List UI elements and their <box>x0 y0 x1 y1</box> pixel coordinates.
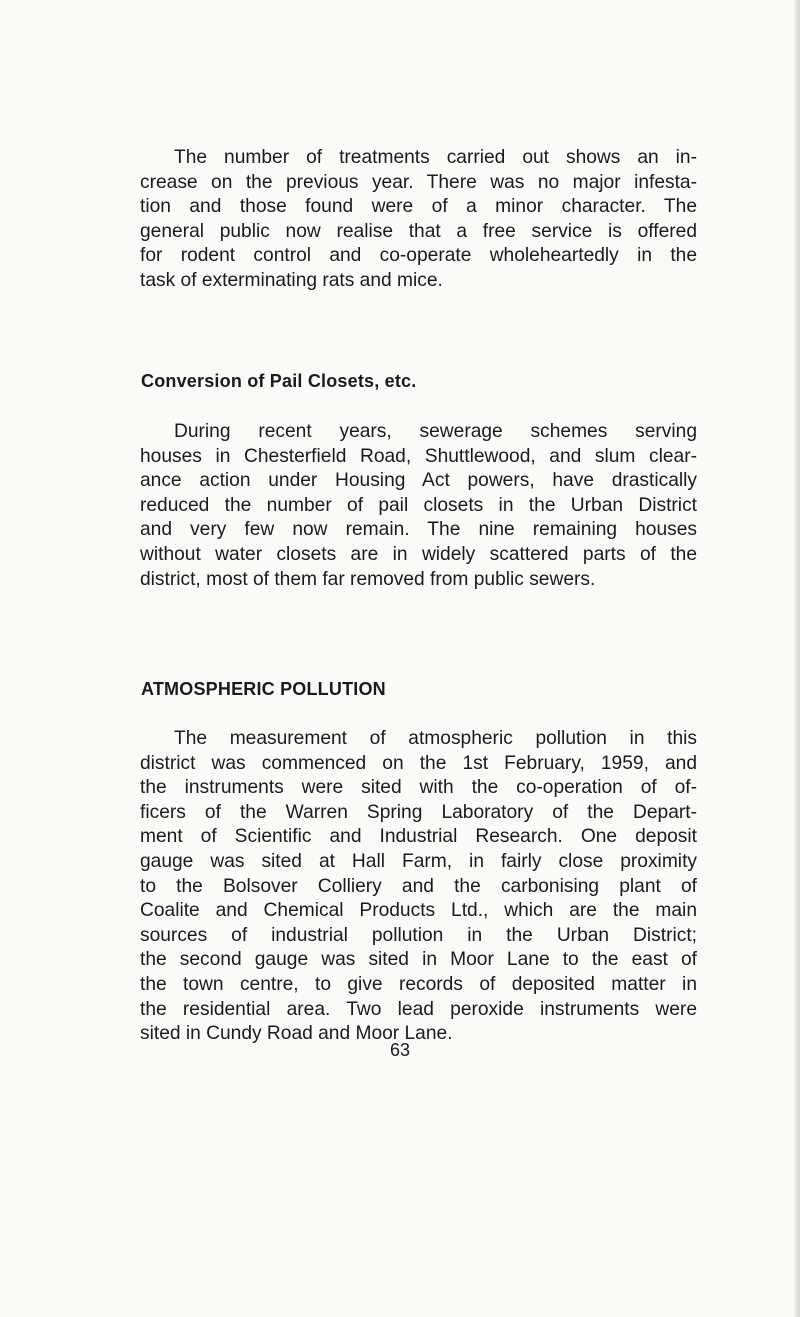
text-line: houses in Chesterfield Road, Shuttlewood, and slum clear- <box>140 445 697 467</box>
heading-conversion-pail-closets: Conversion of Pail Closets, etc. <box>141 371 417 391</box>
text-line: without water closets are in widely scattered parts of the <box>140 543 697 565</box>
text-line: Coalite and Chemical Products Ltd., which are the main <box>140 900 697 922</box>
page-number: 63 <box>389 1040 411 1060</box>
page-edge-shadow <box>794 0 800 1317</box>
text-line: reduced the number of pail closets in the Urban District <box>140 494 697 516</box>
text-line: ment of Scientific and Industrial Research. One deposit <box>140 826 697 848</box>
text-line: district, most of them far removed from public sewers. <box>140 568 596 590</box>
text-line: district was commenced on the 1st February, 1959, and <box>140 752 697 774</box>
text-line: general public now realise that a free service is offered <box>140 220 697 242</box>
text-line: The measurement of atmospheric pollution in this <box>174 728 697 749</box>
text-line: the second gauge was sited in Moor Lane to the east of <box>140 949 697 971</box>
text-line: tion and those found were of a minor character. The <box>140 196 697 218</box>
heading-atmospheric-pollution: ATMOSPHERIC POLLUTION <box>141 679 386 699</box>
paragraph-atmospheric-pollution <box>140 727 697 1047</box>
text-line: and very few now remain. The nine remaining houses <box>140 519 697 541</box>
text-line: sources of industrial pollution in the Urban District; <box>140 924 697 946</box>
text-line: The number of treatments carried out shows an in- <box>174 147 697 168</box>
text-line: the town centre, to give records of deposited matter in <box>140 973 697 995</box>
text-line: to the Bolsover Colliery and the carbonising plant of <box>140 875 697 897</box>
paragraph-rodent-control <box>140 146 697 294</box>
text-line: for rodent control and co-operate wholeheartedly in the <box>140 245 697 267</box>
text-line: ficers of the Warren Spring Laboratory of the Depart- <box>140 801 697 823</box>
text-line: task of exterminating rats and mice. <box>140 269 443 291</box>
text-line: the instruments were sited with the co-operation of of- <box>140 777 697 799</box>
text-line: crease on the previous year. There was no major infesta- <box>140 171 697 193</box>
paragraph-pail-closets <box>140 420 697 592</box>
text-line: the residential area. Two lead peroxide instruments were <box>140 998 697 1020</box>
text-line: During recent years, sewerage schemes serving <box>174 421 697 442</box>
text-line: sited in Cundy Road and Moor Lane. <box>140 1023 453 1045</box>
text-line: ance action under Housing Act powers, have drastically <box>140 470 697 492</box>
text-line: gauge was sited at Hall Farm, in fairly close proximity <box>140 850 697 872</box>
